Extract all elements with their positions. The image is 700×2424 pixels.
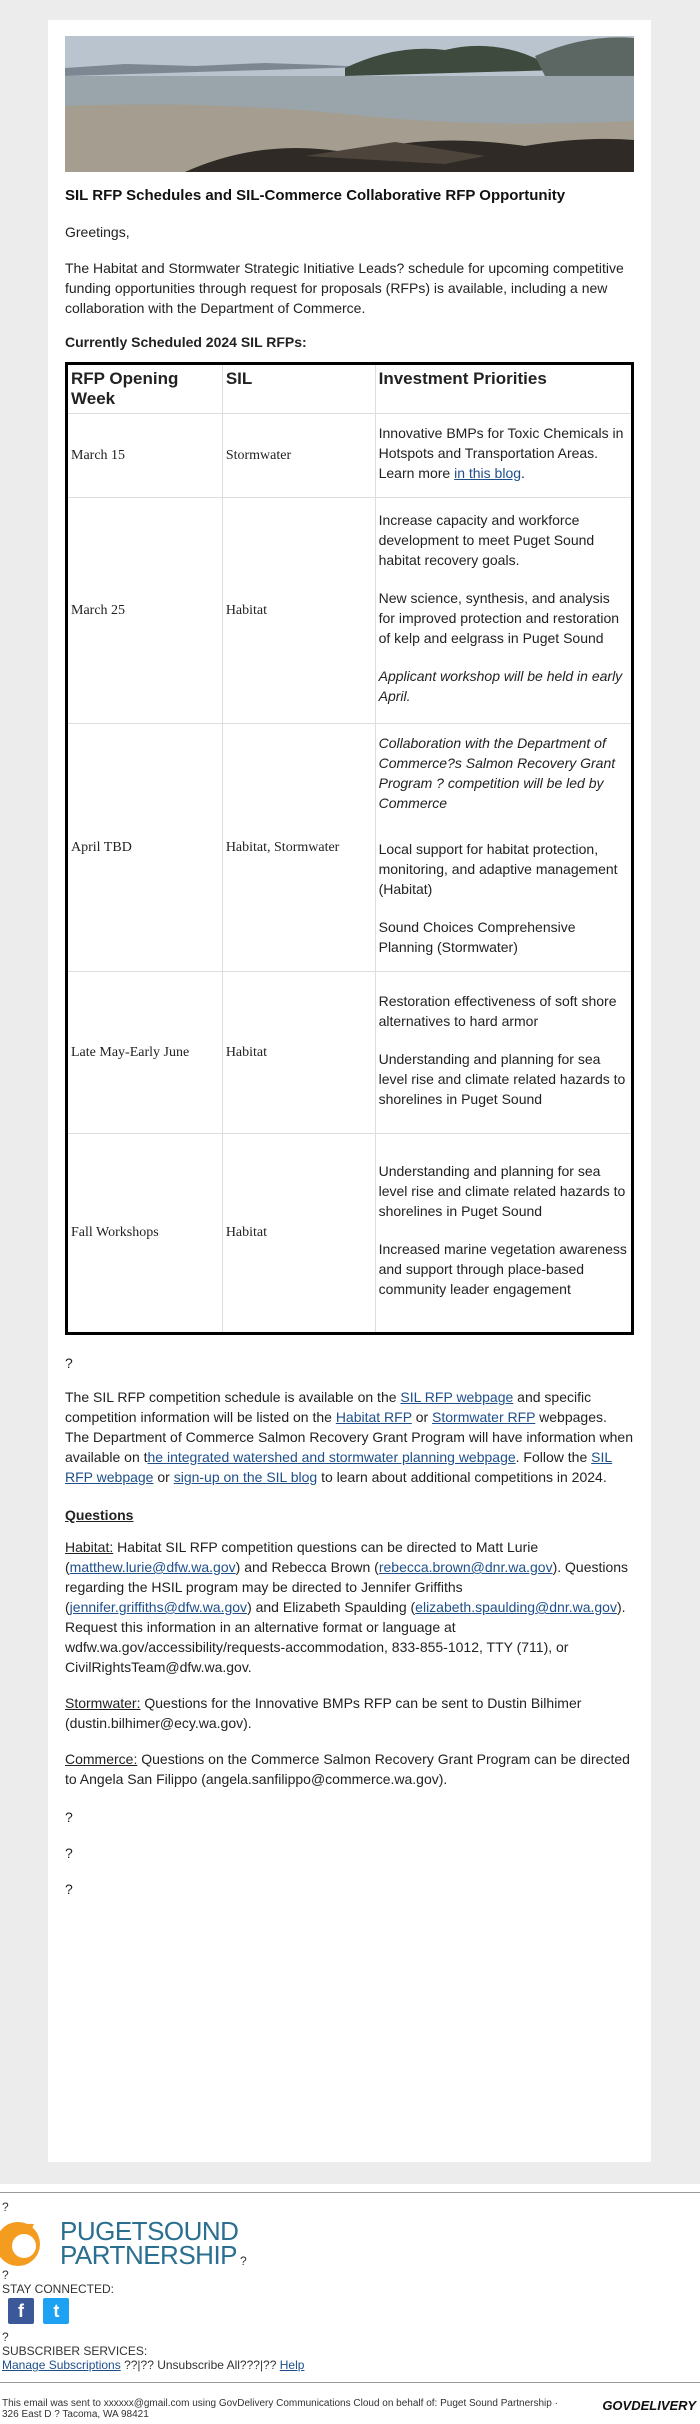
govdelivery-logo: GOVDELIVERY xyxy=(602,2398,696,2413)
divider xyxy=(0,2192,700,2193)
table-row xyxy=(67,414,633,498)
row-week: March 15 xyxy=(67,414,223,498)
habitat-rfp-link[interactable]: Habitat RFP xyxy=(335,1409,412,1425)
questions-heading: Questions xyxy=(65,1507,134,1523)
watershed-planning-link[interactable]: he integrated watershed and stormwater planning webpage xyxy=(147,1449,516,1465)
row-sil: Habitat xyxy=(222,498,375,724)
stormwater-rfp-link[interactable]: Stormwater RFP xyxy=(432,1409,536,1425)
psp-logo-mark-icon xyxy=(0,2214,54,2270)
spacer-mark: ? xyxy=(2,2200,9,2214)
column-header-priorities: Investment Priorities xyxy=(375,364,632,414)
row-sil: Habitat, Stormwater xyxy=(222,724,375,972)
email-title: SIL RFP Schedules and SIL-Commerce Collaborative RFP Opportunity xyxy=(65,187,566,204)
shoreline-image xyxy=(65,36,634,172)
table-row xyxy=(67,1134,633,1334)
footer-separator: ??|?? Unsubscribe All???|?? xyxy=(120,2358,280,2372)
habitat-questions: Habitat: Habitat SIL RFP competition questions can be directed to Matt Lurie (matthew.lurie@dfw.wa.gov) and Rebecca Brown (rebecca.brown@dnr.wa.gov). Questions regarding the HSIL program may be directed to Jennifer Griffiths (jennifer.griffiths@dfw.wa.gov) and Elizabeth Spaulding (elizabeth.spaulding@dnr.wa.gov). Request this information in an alternative format or language at wdfw.wa.gov/accessibility/requests-accommodation, 833-855-1012, TTY (711), or CivilRightsTeam@dfw.wa.gov. xyxy=(65,1539,629,1675)
priority-text: New science, synthesis, and analysis for improved protection and restoration of kelp and eelgrass in Puget Sound xyxy=(378,589,620,646)
commerce-collab-note: Collaboration with the Department of Commerce?s Salmon Recovery Grant Program ? competition will be led by Commerce xyxy=(378,734,616,811)
logo-text-puget: PUGETSOUND xyxy=(60,2216,239,2246)
twitter-icon[interactable]: t xyxy=(43,2298,69,2324)
logo-text-partnership: PARTNERSHIP xyxy=(60,2240,238,2270)
spacer-mark: ? xyxy=(2,2330,9,2344)
priority-text: Increased marine vegetation awareness and support through place-based community leader engagement xyxy=(378,1241,627,1297)
divider xyxy=(0,2382,700,2383)
priority-text: Innovative BMPs for Toxic Chemicals in Hotspots and Transportation Areas. Learn more xyxy=(378,424,624,481)
priority-text: Sound Choices Comprehensive Planning (Stormwater) xyxy=(378,918,576,955)
email-footer xyxy=(0,2184,700,2424)
social-links xyxy=(8,2298,69,2324)
subscriber-links xyxy=(2,2358,304,2372)
manage-subscriptions-link[interactable]: Manage Subscriptions xyxy=(2,2358,121,2372)
email-card xyxy=(48,20,651,2162)
sil-blog-signup-link[interactable]: sign-up on the SIL blog xyxy=(173,1469,318,1485)
priority-text: Increase capacity and workforce development to meet Puget Sound habitat recovery goals. xyxy=(378,511,595,568)
priority-text: Restoration effectiveness of soft shore alternatives to hard armor xyxy=(378,992,617,1029)
priority-text: Local support for habitat protection, monitoring, and adaptive management (Habitat) xyxy=(378,840,618,897)
subscriber-services-label: SUBSCRIBER SERVICES: xyxy=(2,2344,148,2358)
rfp-schedule-table xyxy=(65,362,634,1335)
help-link[interactable]: Help xyxy=(279,2358,305,2372)
row-week: Late May-Early June xyxy=(67,972,223,1134)
spacer-mark: ? xyxy=(240,2254,247,2268)
row-priorities xyxy=(375,724,632,972)
row-week: Fall Workshops xyxy=(67,1134,223,1334)
table-row xyxy=(67,498,633,724)
habitat-label: Habitat: xyxy=(65,1539,114,1555)
row-sil: Stormwater xyxy=(222,414,375,498)
table-row xyxy=(67,972,633,1134)
spacer-mark: ? xyxy=(2,2268,9,2282)
greeting: Greetings, xyxy=(65,224,130,240)
blog-link[interactable]: in this blog xyxy=(454,464,522,481)
email-link-brown[interactable]: rebecca.brown@dnr.wa.gov xyxy=(378,1559,553,1575)
spacer-mark: ? xyxy=(65,1881,73,1897)
email-link-lurie[interactable]: matthew.lurie@dfw.wa.gov xyxy=(69,1559,236,1575)
schedule-heading: Currently Scheduled 2024 SIL RFPs: xyxy=(65,334,307,350)
priority-text: Understanding and planning for sea level rise and climate related hazards to shorelines in Puget Sound xyxy=(378,1050,626,1107)
priority-text-end: . xyxy=(521,464,525,481)
sil-rfp-link-2[interactable]: SIL RFP webpage xyxy=(65,1449,613,1485)
priority-text: Understanding and planning for sea level rise and climate related hazards to shorelines in Puget Sound xyxy=(378,1163,626,1219)
psp-logo xyxy=(0,2214,260,2270)
row-week: March 25 xyxy=(67,498,223,724)
sil-rfp-link[interactable]: SIL RFP webpage xyxy=(400,1389,514,1405)
table-row xyxy=(67,724,633,972)
row-priorities xyxy=(375,972,632,1134)
email-link-spaulding[interactable]: elizabeth.spaulding@dnr.wa.gov xyxy=(415,1599,617,1615)
column-header-week: RFP Opening Week xyxy=(67,364,223,414)
spacer-mark: ? xyxy=(65,1809,73,1825)
row-priorities xyxy=(375,414,632,498)
facebook-icon[interactable]: f xyxy=(8,2298,34,2324)
email-content xyxy=(65,36,634,1897)
stormwater-questions: Stormwater: Questions for the Innovative BMPs RFP can be sent to Dustin Bilhimer (dustin.bilhimer@ecy.wa.gov). xyxy=(65,1695,582,1731)
table-header-row xyxy=(67,364,633,414)
footer-disclaimer: This email was sent to xxxxxx@gmail.com using GovDelivery Communications Cloud on behalf of: Puget Sound Partnership · 326 East D ? Tacoma, WA 98421 xyxy=(2,2398,558,2420)
email-link-griffiths[interactable]: jennifer.griffiths@dfw.wa.gov xyxy=(69,1599,248,1615)
banner-photo xyxy=(65,36,634,172)
commerce-label: Commerce: xyxy=(65,1751,138,1767)
intro-paragraph: The Habitat and Stormwater Strategic Initiative Leads? schedule for upcoming competitive funding opportunities through request for proposals (RFPs) is available, including a new collaboration with the Department of Commerce. xyxy=(65,260,624,316)
row-sil: Habitat xyxy=(222,972,375,1134)
commerce-questions: Commerce: Questions on the Commerce Salmon Recovery Grant Program can be directed to Angela San Filippo (angela.sanfilippo@commerce.wa.gov). xyxy=(65,1751,630,1787)
schedule-info-paragraph: The SIL RFP competition schedule is available on the SIL RFP webpage and specific competition information will be listed on the Habitat RFP or Stormwater RFP webpages. The Department of Commerce Salmon Recovery Grant Program will have information when available on the integrated watershed and stormwater planning webpage. Follow the SIL RFP webpage or sign-up on the SIL blog to learn about additional competitions in 2024. xyxy=(65,1389,634,1485)
spacer-mark: ? xyxy=(65,1355,73,1371)
spacer-mark: ? xyxy=(65,1845,73,1861)
column-header-sil: SIL xyxy=(222,364,375,414)
row-priorities xyxy=(375,498,632,724)
stormwater-label: Stormwater: xyxy=(65,1695,141,1711)
row-week: April TBD xyxy=(67,724,223,972)
workshop-note: Applicant workshop will be held in early April. xyxy=(378,667,623,704)
row-priorities xyxy=(375,1134,632,1334)
stay-connected-label: STAY CONNECTED: xyxy=(2,2282,115,2296)
row-sil: Habitat xyxy=(222,1134,375,1334)
